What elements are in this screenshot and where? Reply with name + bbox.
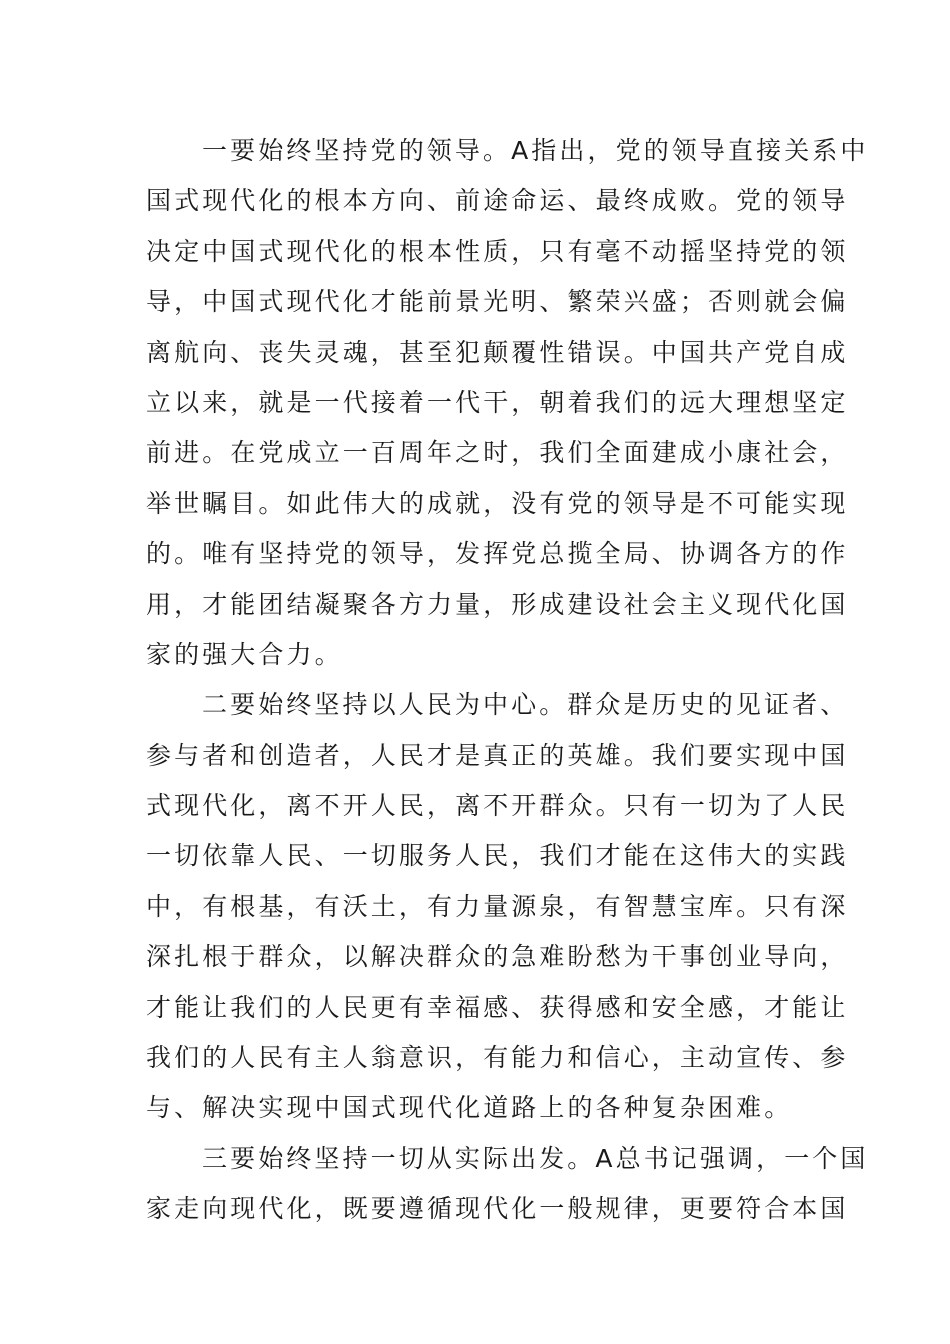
paragraph-party-leadership (146, 126, 869, 680)
paragraph-line: 离航向、丧失灵魂，甚至犯颠覆性错误。中国共产党自成 (146, 337, 849, 367)
paragraph-line: 一切依靠人民、一切服务人民，我们才能在这伟大的实践 (146, 841, 849, 871)
paragraph-line: 参与者和创造者，人民才是真正的英雄。我们要实现中国 (146, 740, 849, 770)
paragraph-line: 国式现代化的根本方向、前途命运、最终成败。党的领导 (146, 186, 849, 216)
paragraph-line: 一要始终坚持党的领导。A指出，党的领导直接关系中 (202, 136, 869, 165)
paragraph-line: 家的强大合力。 (146, 639, 343, 669)
paragraph-line: 三要始终坚持一切从实际出发。A总书记强调，一个国 (202, 1143, 869, 1173)
paragraph-line: 深扎根于群众，以解决群众的急难盼愁为干事创业导向， (146, 942, 849, 972)
document-body (146, 126, 869, 1235)
paragraph-line: 二要始终坚持以人民为中心。群众是历史的见证者、 (202, 690, 849, 720)
paragraph-from-reality (146, 1134, 869, 1235)
paragraph-line: 中，有根基，有沃土，有力量源泉，有智慧宝库。只有深 (146, 891, 849, 921)
paragraph-line: 决定中国式现代化的根本性质，只有毫不动摇坚持党的领 (146, 236, 849, 266)
paragraph-line: 才能让我们的人民更有幸福感、获得感和安全感，才能让 (146, 992, 849, 1022)
paragraph-line: 用，才能团结凝聚各方力量，形成建设社会主义现代化国 (146, 589, 849, 619)
paragraph-line: 的。唯有坚持党的领导，发挥党总揽全局、协调各方的作 (146, 539, 849, 569)
paragraph-line: 导，中国式现代化才能前景光明、繁荣兴盛；否则就会偏 (146, 287, 849, 317)
paragraph-line: 式现代化，离不开人民，离不开群众。只有一切为了人民 (146, 791, 849, 821)
paragraph-line: 前进。在党成立一百周年之时，我们全面建成小康社会， (146, 438, 849, 468)
paragraph-line: 举世瞩目。如此伟大的成就，没有党的领导是不可能实现 (146, 488, 849, 518)
paragraph-line: 与、解决实现中国式现代化道路上的各种复杂困难。 (146, 1093, 793, 1123)
paragraph-line: 我们的人民有主人翁意识，有能力和信心，主动宣传、参 (146, 1043, 849, 1073)
paragraph-line: 家走向现代化，既要遵循现代化一般规律，更要符合本国 (146, 1194, 849, 1224)
paragraph-people-centered (146, 680, 849, 1134)
paragraph-line: 立以来，就是一代接着一代干，朝着我们的远大理想坚定 (146, 387, 849, 417)
